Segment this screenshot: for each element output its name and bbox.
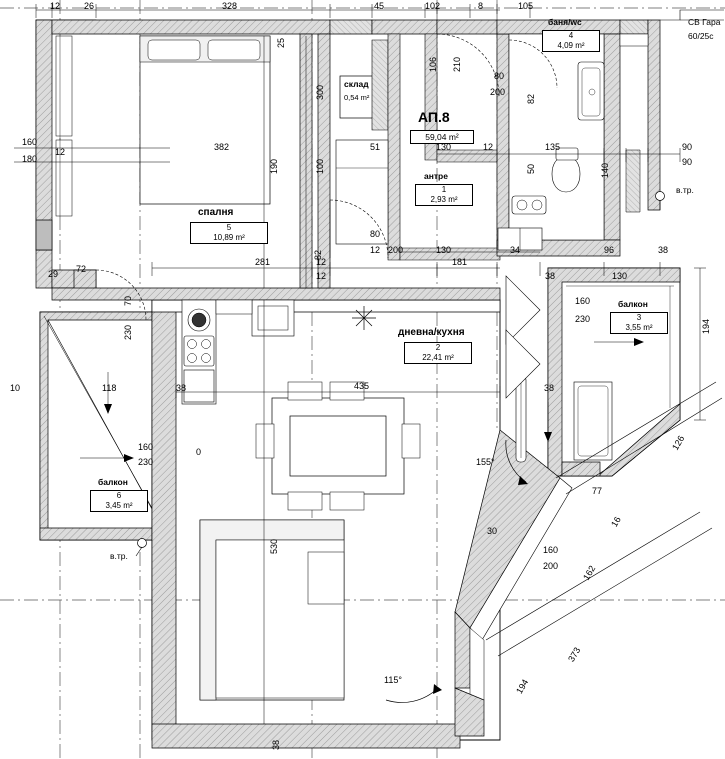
dim-382: 382 — [214, 142, 230, 152]
dim-140: 140 — [600, 162, 610, 178]
room-area-balcony3: 3,55 m² — [625, 323, 653, 332]
dim-106: 300 — [315, 84, 325, 100]
dim-top-26: 26 — [84, 1, 95, 11]
room-number-antre: 1 — [441, 185, 447, 194]
dim-373: 373 — [566, 645, 583, 664]
dim-135: 135 — [545, 142, 561, 152]
dim-50: 50 — [526, 163, 536, 174]
dim-10: 10 — [10, 383, 21, 393]
room-number-balcony3: 3 — [636, 313, 642, 322]
room-name-antre: антре — [424, 171, 448, 181]
room-name-balcony3: балкон — [618, 299, 648, 309]
dim-38-a: 38 — [545, 271, 556, 281]
dim-300: 190 — [269, 158, 279, 174]
room-number-spalnya: 5 — [226, 223, 232, 232]
dim-80-b: 80 — [494, 71, 505, 81]
dim-51: 34 — [510, 245, 521, 255]
dim-530: 530 — [269, 538, 279, 554]
dim-100-b: 100 — [315, 158, 325, 174]
dim-194: 194 — [514, 677, 531, 696]
dim-200-a: 200 — [388, 245, 404, 255]
dim-210: 210 — [452, 56, 462, 72]
dim-12-mid-b: 12 — [316, 271, 327, 281]
room-name-sklad: склад — [344, 79, 369, 89]
dim-12-left: 12 — [55, 147, 66, 157]
room-number-bath: 4 — [568, 31, 574, 40]
room-box-antre — [415, 184, 473, 206]
apartment-area: 59,04 m² — [425, 132, 459, 142]
dim-200-b: 200 — [490, 87, 506, 97]
dim-435: 435 — [354, 381, 370, 391]
dim-38-c: 38 — [544, 383, 555, 393]
room-box-bath — [542, 30, 600, 52]
dim-top-102: 102 — [425, 1, 441, 11]
dim-16: 16 — [609, 514, 623, 529]
dim-180: 180 — [22, 154, 38, 164]
dim-top-45: 45 — [374, 1, 385, 11]
garage-note-line1: СВ Гара — [688, 17, 721, 27]
room-box-balcony6 — [90, 490, 148, 512]
room-number-living: 2 — [435, 343, 441, 352]
dim-160-b: 160 — [138, 442, 154, 452]
room-area-antre: 2,93 m² — [430, 195, 458, 204]
dim-12-200: 12 — [370, 245, 381, 255]
room-area-spalnya: 10,89 m² — [213, 233, 245, 242]
dim-0: 0 — [196, 447, 202, 457]
dim-130-b: 130 — [612, 271, 628, 281]
room-name-bath: баня/wc — [548, 17, 582, 27]
entry-note-left: в.тр. — [110, 551, 128, 561]
dim-90-b: 90 — [682, 157, 693, 167]
dim-200-c: 200 — [543, 561, 559, 571]
garage-note-line2: 60/25с — [688, 31, 714, 41]
apartment-code: АП.8 — [418, 109, 450, 125]
dim-160-left: 160 — [22, 137, 38, 147]
dim-38-d: 38 — [271, 739, 281, 750]
dim-96: 96 — [604, 245, 615, 255]
dim-82-b: 82 — [526, 93, 536, 104]
dim-top-8: 8 — [478, 1, 484, 11]
dim-12-sklad: 51 — [370, 142, 381, 152]
dim-34: 38 — [658, 245, 669, 255]
dim-230-b: 230 — [138, 457, 154, 467]
room-area-sklad: 0,54 m² — [344, 93, 370, 102]
dim-181: 181 — [452, 257, 468, 267]
dim-90-a: 90 — [682, 142, 693, 152]
dim-126: 126 — [670, 433, 687, 452]
dim-top-105: 105 — [518, 1, 534, 11]
dim-70: 70 — [123, 295, 133, 306]
dim-77: 77 — [592, 486, 603, 496]
dim-72: 72 — [76, 264, 87, 274]
dim-118: 118 — [102, 383, 117, 393]
dim-top-12: 12 — [50, 1, 61, 11]
room-box-balcony3 — [610, 312, 668, 334]
room-box-living — [404, 342, 472, 364]
dim-top-328: 328 — [222, 1, 238, 11]
dim-130-a: 130 — [436, 245, 452, 255]
dim-12-mid-a: 12 — [316, 257, 327, 267]
dim-29: 29 — [48, 269, 59, 279]
room-name-balcony6: балкон — [98, 477, 128, 487]
room-box-spalnya — [190, 222, 268, 244]
room-area-living: 22,41 m² — [422, 353, 454, 362]
angle-115-label: 115° — [384, 675, 402, 685]
room-name-living: дневна/кухня — [398, 327, 465, 338]
room-number-balcony6: 6 — [116, 491, 122, 500]
dim-190: 194 — [701, 318, 711, 334]
angle-155-label: 155° — [476, 457, 495, 467]
dim-30: 30 — [487, 526, 498, 536]
dim-100-a: 106 — [428, 56, 438, 72]
dim-160-c: 160 — [575, 296, 591, 306]
dim-130-c: 130 — [436, 142, 452, 152]
dim-230-c: 230 — [575, 314, 591, 324]
dim-230-a: 230 — [123, 324, 133, 340]
room-area-bath: 4,09 m² — [557, 41, 585, 50]
room-area-balcony6: 3,45 m² — [105, 501, 133, 510]
room-name-spalnya: спалня — [198, 207, 234, 218]
dim-12-right: 12 — [483, 142, 494, 152]
dim-38-b: 38 — [176, 383, 187, 393]
dim-160-d: 160 — [543, 545, 559, 555]
entry-note-right: в.тр. — [676, 185, 694, 195]
dim-25: 25 — [276, 37, 286, 48]
dim-281: 281 — [255, 257, 271, 267]
dim-82-a: 82 — [313, 249, 323, 260]
dim-80-a: 80 — [370, 229, 381, 239]
dim-162: 162 — [581, 563, 598, 582]
